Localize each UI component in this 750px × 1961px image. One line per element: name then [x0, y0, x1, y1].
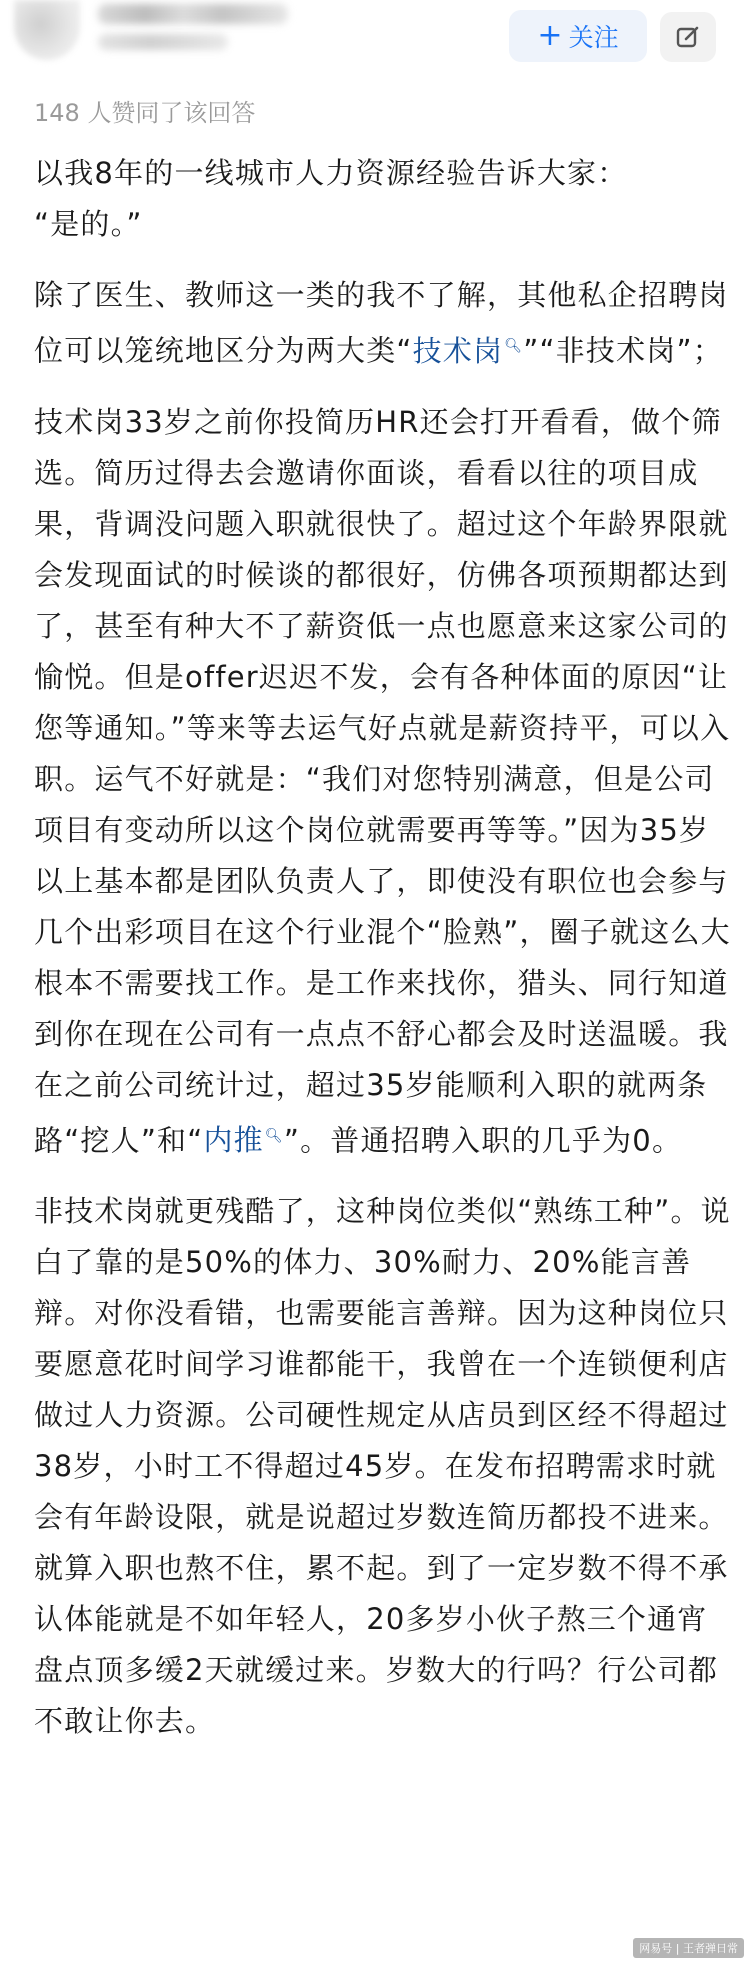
answer-body — [34, 148, 734, 1767]
paragraph-4 — [34, 1186, 734, 1747]
search-icon: 🔍︎ — [504, 338, 524, 354]
follow-button[interactable] — [509, 10, 647, 62]
plus-icon: + — [537, 18, 563, 53]
answer-header — [0, 0, 750, 90]
paragraph-4-text: 非技术岗就更残酷了，这种岗位类似“熟练工种”。说白了靠的是50%的体力、30%耐力、20%能言善辩。对你没看错，也需要能言善辩。因为这种岗位只要愿意花时间学习谁都能干，我曾在一个连锁便利店做过人力资源。公司硬性规定从店员到区经不得超过38岁，小时工不得超过45岁。在发布招聘需求时就会有年龄设限，就是说超过岁数连简历都投不进来。就算入职也熬不住，累不起。到了一定岁数不得不承认体能就是不如年轻人，20多岁小伙子熬三个通宵盘点顶多缓2天就缓过来。岁数大的行吗？行公司都不敢让你去。 — [34, 1194, 731, 1739]
author-name-blurred[interactable] — [98, 4, 288, 24]
keyword-link-label: 内推 — [203, 1123, 264, 1158]
avatar[interactable] — [14, 0, 80, 60]
edit-square-icon — [675, 24, 701, 50]
paragraph-1 — [34, 148, 734, 250]
paragraph-1-line-2: “是的。” — [34, 207, 143, 241]
paragraph-1-line-1: 以我8年的一线城市人力资源经验告诉大家： — [34, 156, 628, 190]
paragraph-3 — [34, 397, 734, 1167]
author-headline-blurred — [98, 34, 228, 50]
paragraph-3-text-before: 技术岗33岁之前你投简历HR还会打开看看，做个筛选。简历过得去会邀请你面谈，看看以往的项目成果，背调没问题入职就很快了。超过这个年龄界限就会发现面试的时候谈的都很好，仿佛各项预期都达到了，甚至有种大不了薪资低一点也愿意来这家公司的愉悦。但是offer迟迟不发，会有各种体面的原因“让您等通知。”等来等去运气好点就是薪资持平，可以入职。运气不好就是：“我们对您特别满意，但是公司项目有变动所以这个岗位就需要再等等。”因为35岁以上基本都是团队负责人了，即使没有职位也会参与几个出彩项目在这个行业混个“脸熟”，圈子就这么大根本不需要找工作。是工作来找你，猎头、同行知道到你在现在公司有一点点不舒心都会及时送温暖。我在之前公司统计过，超过35岁能顺利入职的就两条路“挖人”和“ — [34, 404, 731, 1158]
edit-button[interactable] — [660, 12, 716, 62]
paragraph-2-text-before: 除了医生、教师这一类的我不了解，其他私企招聘岗位可以笼统地区分为两大类“ — [34, 278, 729, 368]
keyword-link-label: 技术岗 — [412, 333, 504, 368]
follow-label: 关注 — [568, 23, 619, 52]
keyword-link-tech-role[interactable] — [413, 334, 524, 368]
vote-count-text: 148 人赞同了该回答 — [34, 99, 256, 127]
keyword-link-referral[interactable] — [203, 1123, 283, 1157]
search-icon: 🔍︎ — [264, 1127, 284, 1144]
source-watermark: 网易号 | 王者弹日常 — [633, 1938, 744, 1958]
paragraph-2-text-after: ”“非技术岗”； — [523, 333, 723, 368]
paragraph-3-text-after: ”。普通招聘入职的几乎为0。 — [283, 1123, 683, 1158]
paragraph-2 — [34, 270, 734, 377]
